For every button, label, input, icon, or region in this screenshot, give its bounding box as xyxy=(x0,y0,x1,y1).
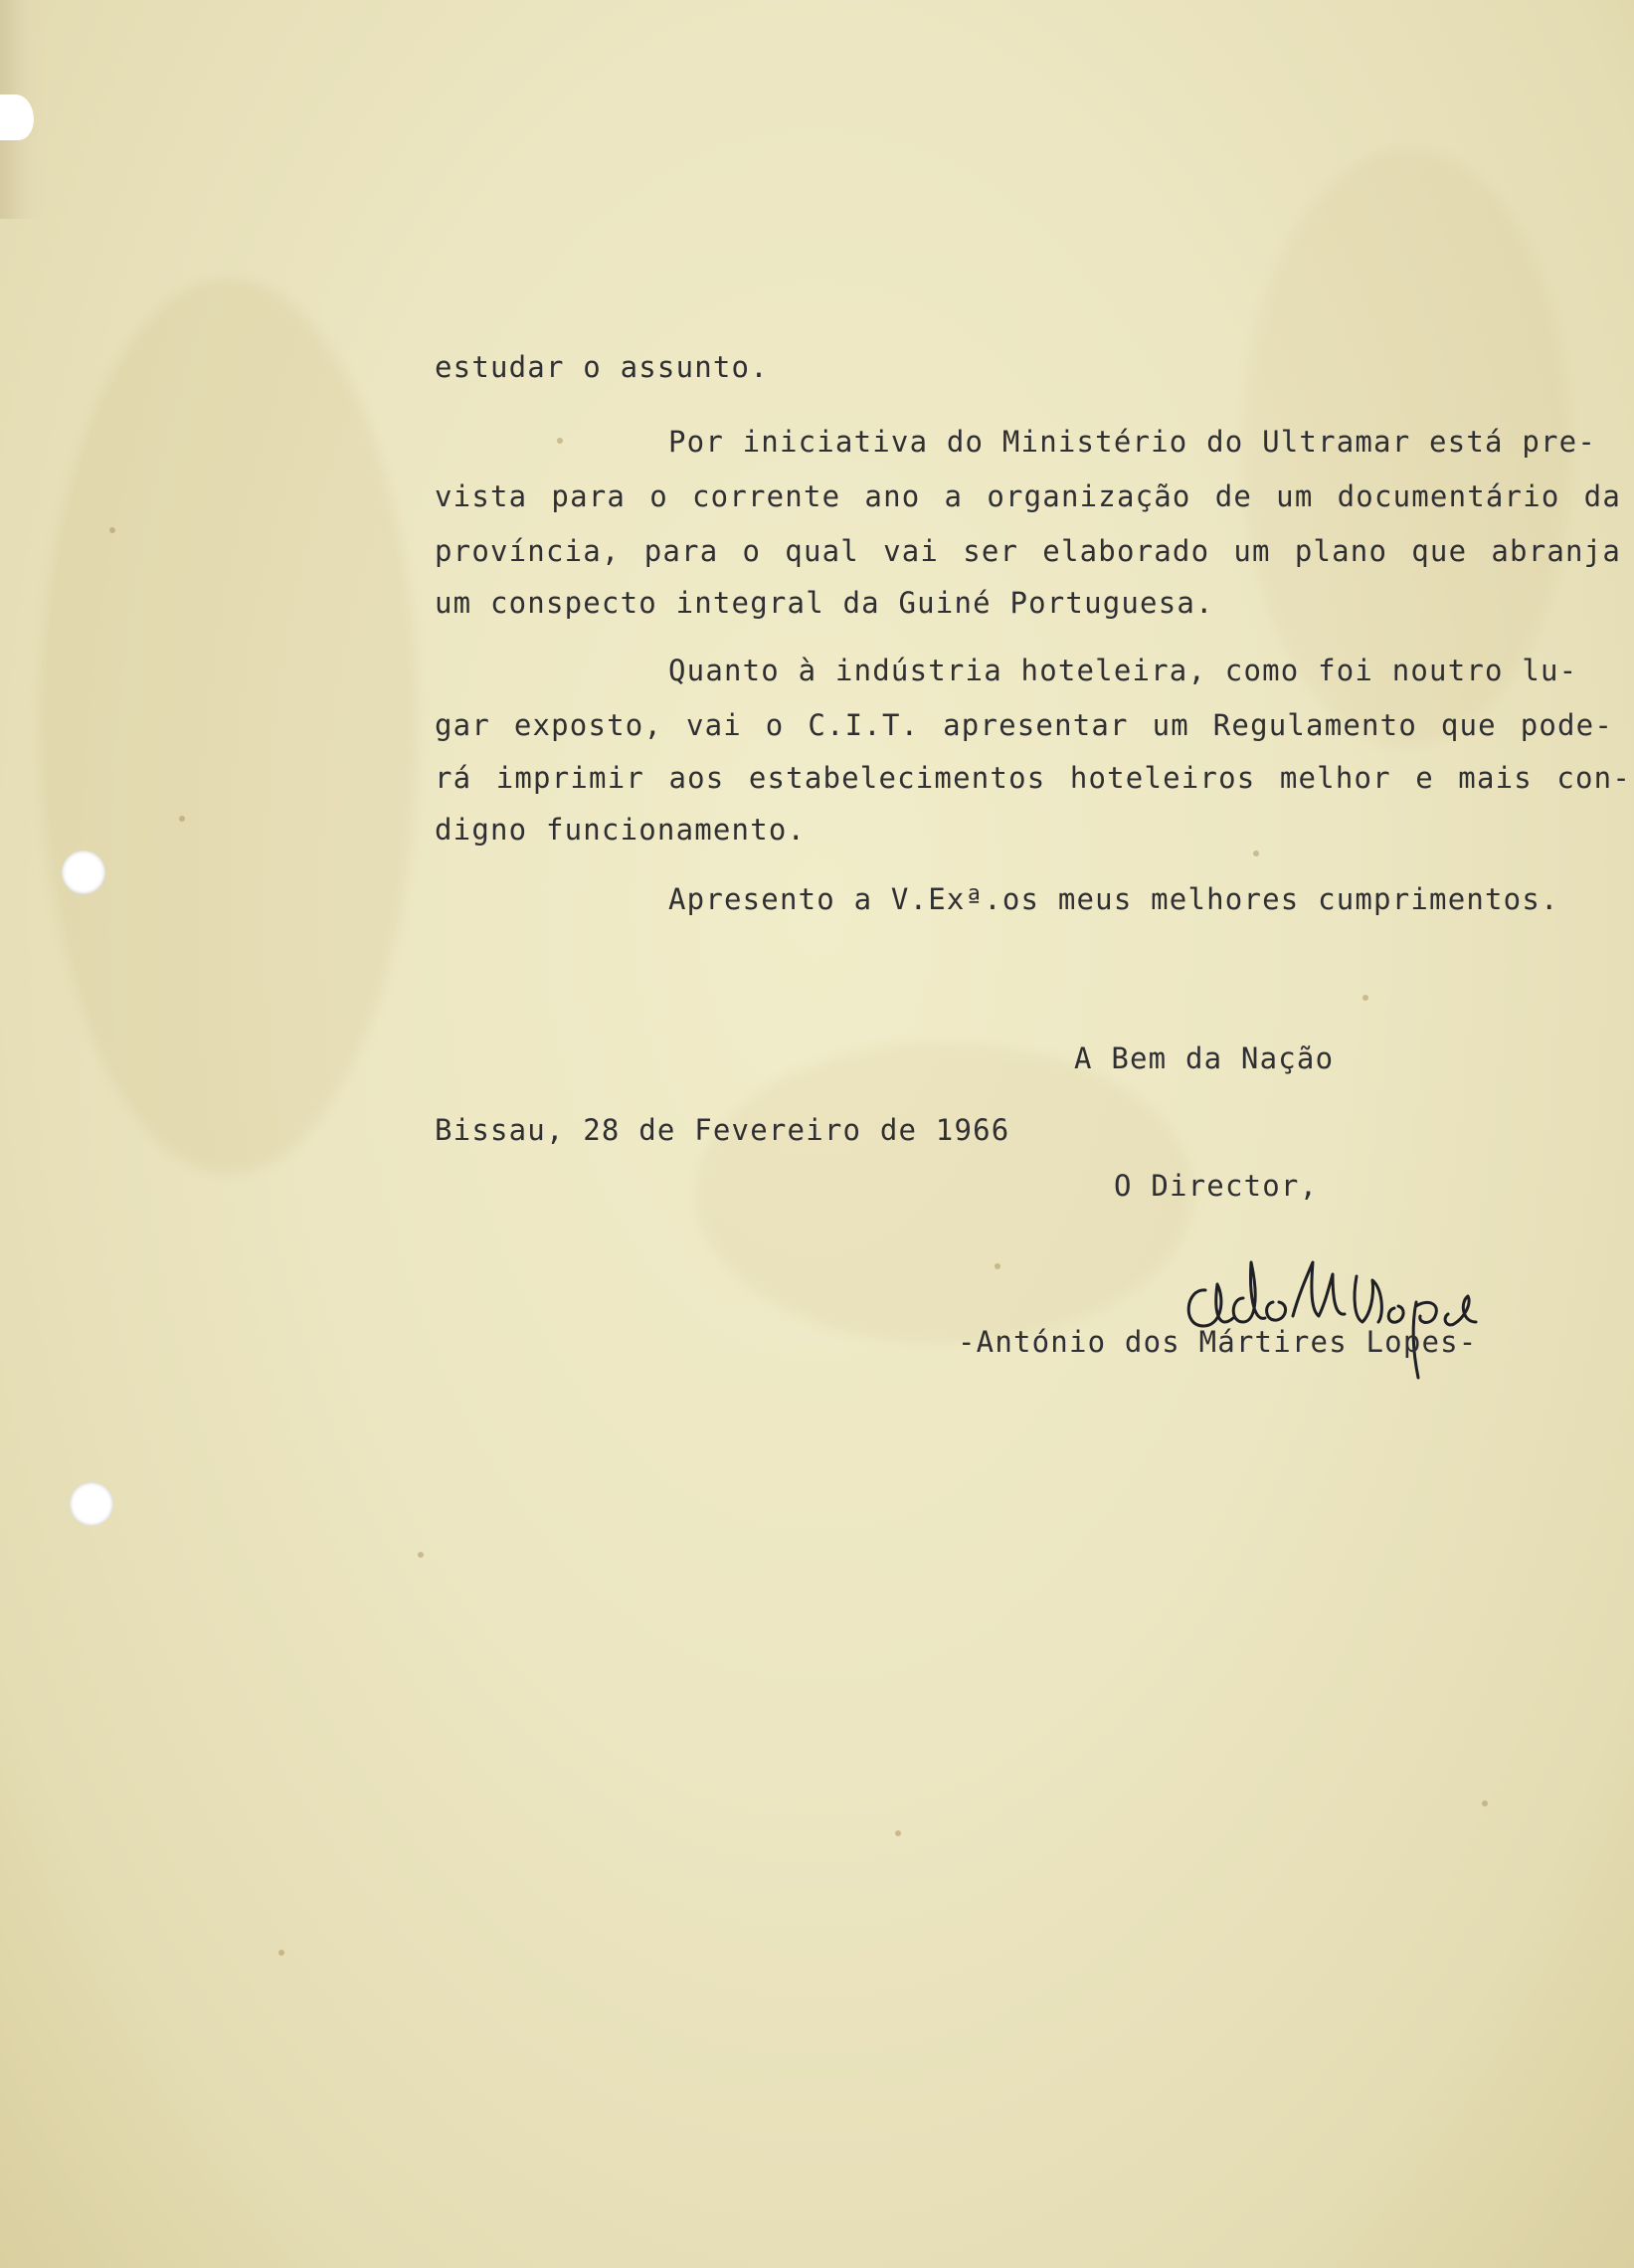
paragraph-1-line-1: Por iniciativa do Ministério do Ultramar está pre- xyxy=(668,425,1596,459)
paper-speck xyxy=(1362,995,1368,1001)
closing-greeting: Apresento a V.Exª.os meus melhores cumprimentos. xyxy=(668,882,1559,916)
paragraph-1-line-2: vista para o corrente ano a organização de um documentário da xyxy=(435,479,1621,513)
signer-title: O Director, xyxy=(1114,1169,1319,1203)
paragraph-2-line-4: digno funcionamento. xyxy=(435,813,807,847)
punch-hole xyxy=(70,1482,113,1526)
paper-speck xyxy=(179,816,185,822)
paragraph-2-line-2: gar exposto, vai o C.I.T. apresentar um Regulamento que pode- xyxy=(435,708,1613,742)
paragraph-2-line-1: Quanto à indústria hoteleira, como foi noutro lu- xyxy=(668,654,1578,687)
paragraph-2-line-3: rá imprimir aos estabelecimentos hoteleiros melhor e mais con- xyxy=(435,761,1631,795)
torn-corner xyxy=(0,94,34,140)
paper-speck xyxy=(995,1263,1000,1269)
salutation: A Bem da Nação xyxy=(1074,1041,1335,1075)
handwritten-signature xyxy=(1174,1219,1492,1388)
paper-speck xyxy=(895,1830,901,1836)
signer-name: -António dos Mártires Lopes- xyxy=(958,1325,1478,1359)
paper-speck xyxy=(557,438,563,444)
paper-speck xyxy=(278,1950,284,1956)
paper-speck xyxy=(1253,850,1259,856)
paragraph-1-line-4: um conspecto integral da Guiné Portuguesa. xyxy=(435,586,1214,620)
place-and-date: Bissau, 28 de Fevereiro de 1966 xyxy=(435,1113,1010,1147)
paper-speck xyxy=(109,527,115,533)
paragraph-1-line-3: província, para o qual vai ser elaborado um plano que abranja xyxy=(435,534,1621,568)
punch-hole xyxy=(62,850,105,894)
paper-speck xyxy=(418,1552,424,1558)
paper-speck xyxy=(1482,1800,1488,1806)
paper-stain xyxy=(40,279,418,1174)
text-line: estudar o assunto. xyxy=(435,350,769,384)
